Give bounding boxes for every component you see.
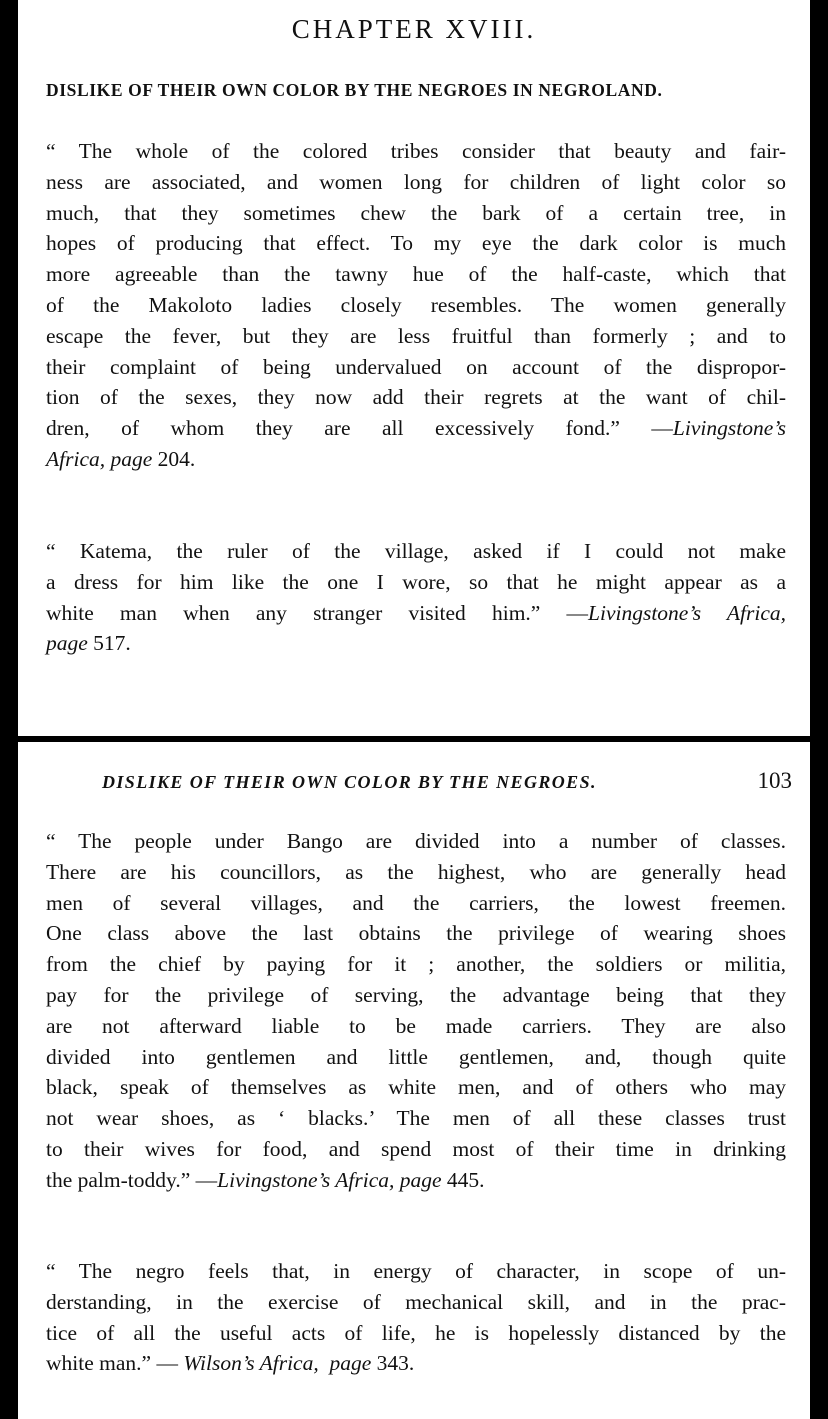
text-line: divided into gentlemen and little gentlemen, and, though quite: [46, 1044, 786, 1069]
text-line: escape the fever, but they are less fruitful than formerly ; and to: [46, 323, 786, 348]
citation: page: [46, 631, 88, 656]
quote-paragraph-3: [46, 826, 786, 1196]
text-line-with-citation: [46, 598, 786, 629]
citation: Livingstone’s: [672, 416, 786, 441]
quote-text: the palm-toddy.” —: [46, 1167, 218, 1192]
quote-paragraph-1: [46, 136, 786, 475]
citation-page: 517.: [93, 631, 131, 656]
text-line: men of several villages, and the carriers, the lowest freemen.: [46, 890, 786, 915]
text-line-with-citation: [46, 1348, 786, 1379]
quote-paragraph-2: [46, 536, 786, 659]
citation-page: 343.: [376, 1351, 415, 1376]
quote-paragraph-4: [46, 1256, 786, 1379]
page-number: 103: [757, 768, 792, 793]
section-title: DISLIKE OF THEIR OWN COLOR BY THE NEGROES IN NEGROLAND.: [46, 80, 663, 100]
text-line: are not afterward liable to be made carriers. They are also: [46, 1013, 786, 1038]
quote-text: white man when any stranger visited him.” —: [46, 600, 589, 625]
text-line: their complaint of being undervalued on account of the dispropor-: [46, 354, 786, 379]
text-line: not wear shoes, as ‘ blacks.’ The men of all these classes trust: [46, 1106, 786, 1131]
text-line: black, speak of themselves as white men, and of others who may: [46, 1075, 786, 1100]
text-line: There are his councillors, as the highest, who are generally head: [46, 859, 786, 884]
text-line: a dress for him like the one I wore, so that he might appear as a: [46, 569, 786, 594]
text-line-with-citation: [46, 413, 786, 444]
citation: Wilson’s Africa,: [183, 1351, 319, 1376]
text-line-with-citation: [46, 1165, 786, 1196]
text-line: derstanding, in the exercise of mechanical skill, and in the prac-: [46, 1289, 786, 1314]
text-line: hopes of producing that effect. To my eye the dark color is much: [46, 231, 786, 256]
text-line: from the chief by paying for it ; another, the soldiers or militia,: [46, 952, 786, 977]
text-line: more agreeable than the tawny hue of the half-caste, which that: [46, 262, 786, 287]
text-line: of the Makoloto ladies closely resembles. The women generally: [46, 292, 786, 317]
text-line: “ The whole of the colored tribes consider that beauty and fair-: [46, 139, 786, 163]
text-line: much, that they sometimes chew the bark of a certain tree, in: [46, 200, 786, 225]
citation: Livingstone’s Africa,: [588, 600, 786, 625]
quote-text: dren, of whom they are all excessively fond.” —: [46, 416, 673, 441]
citation-line: [46, 628, 786, 659]
citation-page: 445.: [446, 1167, 485, 1192]
text-line: tion of the sexes, they now add their regrets at the want of chil-: [46, 385, 786, 410]
running-title: DISLIKE OF THEIR OWN COLOR BY THE NEGROES.: [102, 772, 597, 792]
text-line: “ The people under Bango are divided into a number of classes.: [46, 829, 786, 853]
text-line: to their wives for food, and spend most of their time in drinking: [46, 1136, 786, 1161]
page-top: [18, 0, 810, 736]
text-line: ness are associated, and women long for children of light color so: [46, 169, 786, 194]
citation: Africa, page: [46, 446, 153, 471]
page-bottom: [18, 742, 810, 1419]
citation-page-word: page: [329, 1351, 372, 1376]
text-line: tice of all the useful acts of life, he is hopelessly distanced by the: [46, 1320, 786, 1345]
text-line: “ Katema, the ruler of the village, asked if I could not make: [46, 539, 786, 563]
text-line: “ The negro feels that, in energy of character, in scope of un-: [46, 1259, 786, 1283]
running-head: [102, 768, 792, 798]
quote-text: white man.” —: [46, 1351, 178, 1376]
text-line: One class above the last obtains the privilege of wearing shoes: [46, 921, 786, 946]
chapter-title: CHAPTER XVIII.: [291, 14, 537, 44]
citation: Livingstone’s Africa, page: [217, 1167, 442, 1192]
text-line: pay for the privilege of serving, the advantage being that they: [46, 982, 786, 1007]
citation-page: 204.: [157, 446, 196, 471]
citation-line: [46, 444, 786, 475]
